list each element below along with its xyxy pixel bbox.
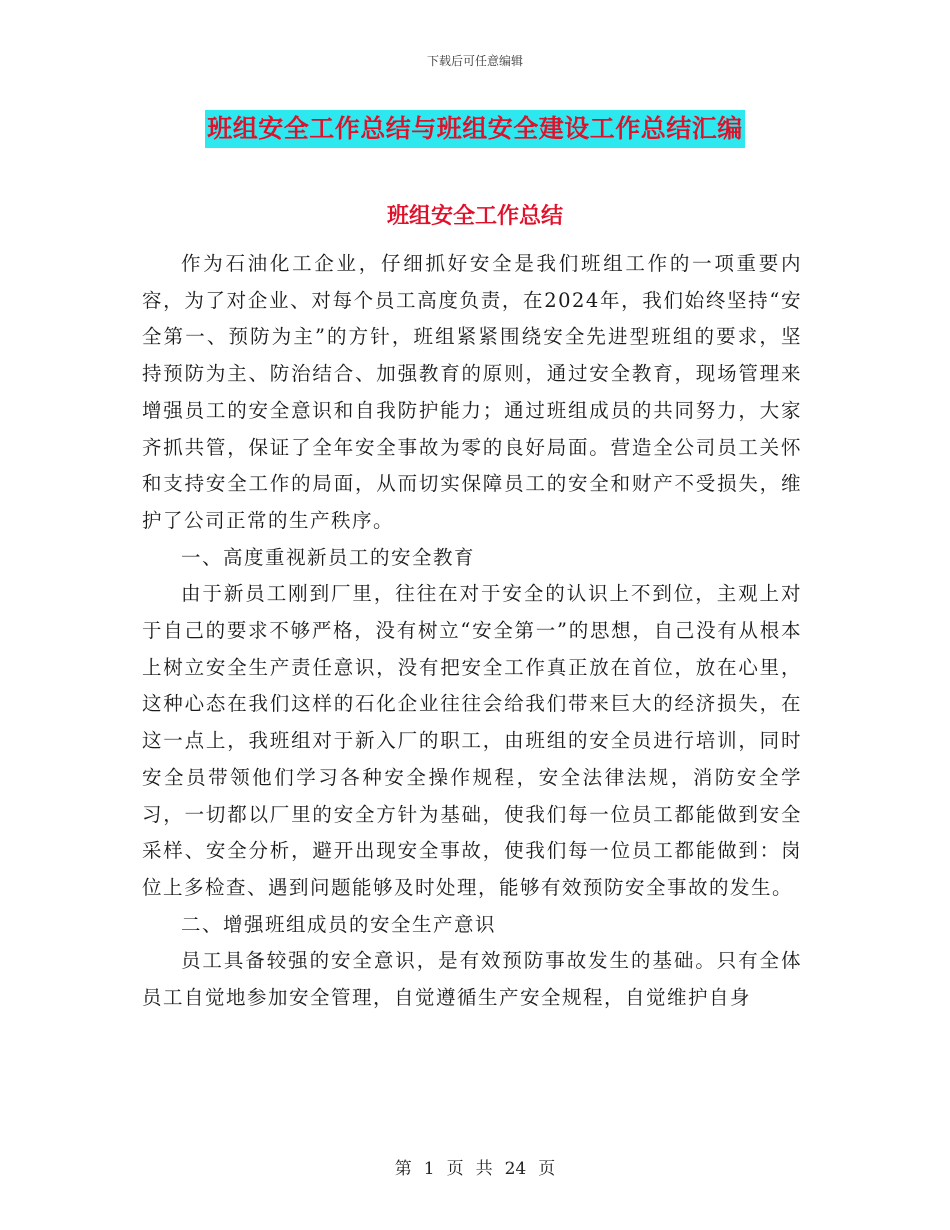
paragraph-intro: 作为石油化工企业，仔细抓好安全是我们班组工作的一项重要内容，为了对企业、对每个员工高度负责，在2024年，我们始终坚持“安全第一、预防为主”的方针，班组紧紧围绕安全先进型班组的要求，坚持预防为主、防治结合、加强教育的原则，通过安全教育，现场管理来增强员工的安全意识和自我防护能力；通过班组成员的共同努力，大家齐抓共管，保证了全年安全事故为零的良好局面。营造全公司员工关怀和支持安全工作的局面，从而切实保障员工的安全和财产不受损失，维护了公司正常的生产秩序。 xyxy=(142,252,802,532)
heading-safety-awareness: 二、增强班组成员的安全生产意识 xyxy=(181,912,497,936)
footer-page-number: 1 xyxy=(423,1159,435,1179)
document-title: 班组安全工作总结与班组安全建设工作总结汇编 xyxy=(205,110,745,148)
document-title-container xyxy=(0,110,950,148)
paragraph-new-employee-education: 由于新员工刚到厂里，往往在对于安全的认识上不到位，主观上对于自己的要求不够严格，没有树立“安全第一”的思想，自己没有从根本上树立安全生产责任意识，没有把安全工作真正放在首位，放在心里，这种心态在我们这样的石化企业往往会给我们带来巨大的经济损失，在这一点上，我班组对于新入厂的职工，由班组的安全员进行培训，同时安全员带领他们学习各种安全操作规程，安全法律法规，消防安全学习，一切都以厂里的安全方针为基础，使我们每一位员工都能做到安全采样、安全分析，避开出现安全事故，使我们每一位员工都能做到：岗位上多检查、遇到问题能够及时处理，能够有效预防安全事故的发生。 xyxy=(142,582,802,899)
heading-new-employee-education: 一、高度重视新员工的安全教育 xyxy=(181,545,476,569)
paragraph-safety-awareness: 员工具备较强的安全意识，是有效预防事故发生的基础。只有全体员工自觉地参加安全管理，自觉遵循生产安全规程，自觉维护自身 xyxy=(142,949,802,1010)
footer-page-label: 页 xyxy=(446,1159,464,1179)
header-note: 下载后可任意编辑 xyxy=(426,54,523,68)
footer-total-pages: 24 xyxy=(504,1159,527,1179)
footer-total-label: 共 xyxy=(475,1159,493,1179)
footer-prefix: 第 xyxy=(394,1159,412,1179)
footer-suffix: 页 xyxy=(538,1159,556,1179)
document-body xyxy=(142,246,802,1017)
section-title: 班组安全工作总结 xyxy=(386,204,563,229)
page-footer xyxy=(0,1154,950,1179)
